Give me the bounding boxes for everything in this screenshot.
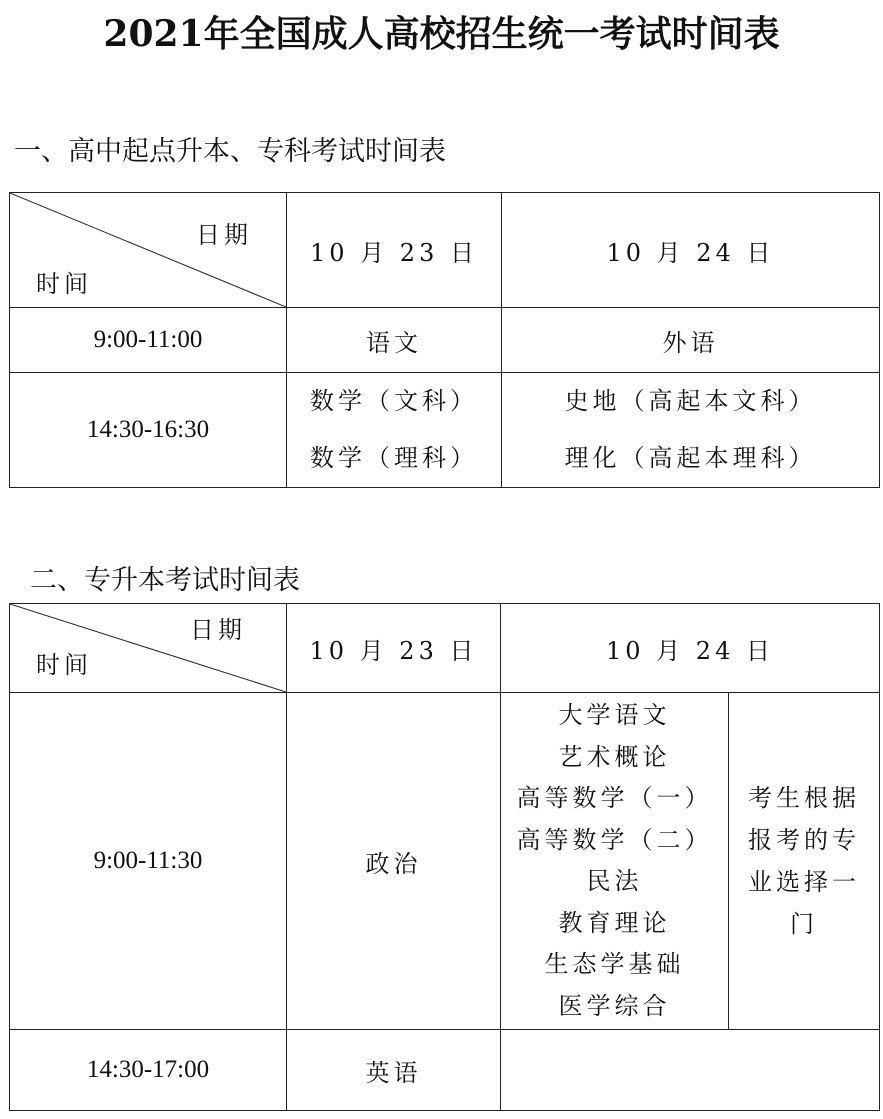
table-row <box>10 308 880 373</box>
subject-text: 生态学基础 <box>544 950 685 978</box>
subject-text: 数学（理科） <box>310 444 478 472</box>
subject-list-cell <box>501 693 729 1030</box>
page-title: 2021年全国成人高校招生统一考试时间表 <box>103 13 780 55</box>
subject-text: 史地（高起本文科） <box>564 387 817 415</box>
date-header-day2: 10 月 24 日 <box>501 604 880 693</box>
time-slot: 9:00-11:00 <box>10 308 287 373</box>
subject-text: 理化（高起本理科） <box>564 444 817 472</box>
subject-text: 语文 <box>366 328 422 357</box>
subject-text: 艺术概论 <box>558 742 671 771</box>
date-axis-label: 日期 <box>190 616 246 644</box>
diagonal-header-cell <box>10 604 287 693</box>
time-slot: 14:30-17:00 <box>10 1030 287 1111</box>
date-header-day1: 10 月 23 日 <box>287 193 502 308</box>
table-row <box>10 373 880 488</box>
time-slot: 14:30-16:30 <box>10 373 287 488</box>
subject-cell <box>502 373 880 488</box>
subject-cell: 英语 <box>287 1030 501 1111</box>
subject-cell: 政治 <box>287 693 501 1030</box>
table-header-row <box>10 193 880 308</box>
table-header-row <box>10 604 880 693</box>
schedule-table-2 <box>9 603 880 1111</box>
subject-text: 外语 <box>662 328 719 357</box>
time-slot: 9:00-11:30 <box>10 693 287 1030</box>
subject-text: 数学（文科） <box>310 387 478 415</box>
time-axis-label: 时间 <box>36 270 92 298</box>
subject-text: 民法 <box>586 867 643 895</box>
subject-text: 大学语文 <box>558 701 671 729</box>
date-header-day2: 10 月 24 日 <box>502 193 880 308</box>
time-axis-label: 时间 <box>36 651 92 679</box>
subject-text: 医学综合 <box>558 991 671 1020</box>
section-1-title: 一、高中起点升本、专科考试时间表 <box>14 136 446 167</box>
subject-cell <box>287 373 502 488</box>
subject-text: 高等数学（一） <box>516 784 713 812</box>
subject-cell <box>287 308 502 373</box>
subject-text: 高等数学（二） <box>516 825 713 854</box>
subject-cell <box>502 308 880 373</box>
section-2-title: 二、专升本考试时间表 <box>30 565 300 596</box>
subject-text: 教育理论 <box>558 908 671 937</box>
table-row <box>10 1030 880 1111</box>
date-axis-label: 日期 <box>196 221 252 249</box>
schedule-table-1 <box>9 192 880 488</box>
table-row <box>10 693 880 1030</box>
empty-cell <box>501 1030 880 1111</box>
diagonal-header-cell <box>10 193 287 308</box>
date-header-day1: 10 月 23 日 <box>287 604 501 693</box>
selection-note: 考生根据报考的专业选择一门 <box>729 693 880 1030</box>
